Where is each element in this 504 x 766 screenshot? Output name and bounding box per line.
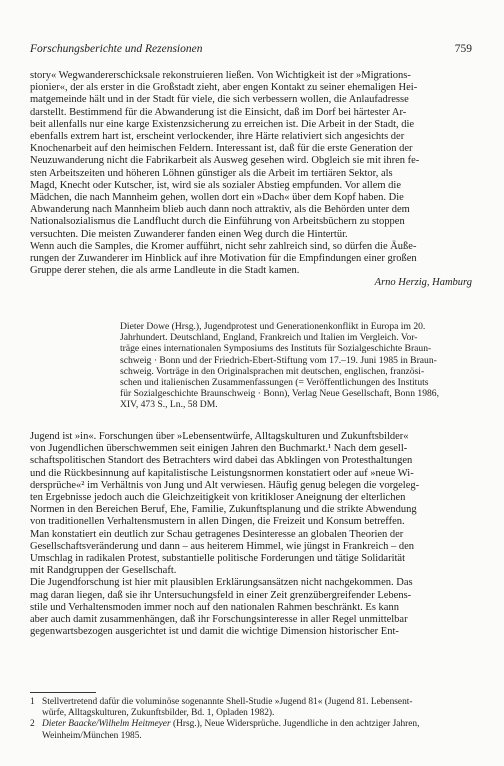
text-line: gegenwartsbezogen ausgerichtet ist und damit die wichtige Dimension historischer Ent-: [30, 626, 399, 638]
footnote-text: [42, 697, 413, 719]
text-line: Jugend ist »in«. Forschungen über »Lebensentwürfe, Alltagskulturen und Zukunftsbilder«: [30, 431, 409, 442]
footnote-2: [30, 719, 472, 741]
text-line: von Jugendlichen überschwemmen seit einigen Jahren den Buchmarkt.¹ Nach dem gesell-: [30, 443, 408, 455]
biblio-line: Dieter Dowe (Hrsg.), Jugendprotest und Generationenkonflikt in Europa im 20.: [120, 321, 426, 332]
text-line: pionier«, der als erster in die Großstadt zieht, aber engen Kontakt zu seiner ehemaligen Hei-: [30, 82, 418, 94]
text-line: aber auch damit zusammenhängen, daß ihr Forschungsinteresse in aller Regel unmittelbar: [30, 614, 408, 626]
footnote-number: 2: [30, 719, 35, 730]
footnote-authors: Dieter Baacke/Wilhelm Heitmeyer: [42, 719, 171, 730]
running-head: [30, 42, 472, 56]
text-line: mit Randgruppen der Gesellschaft.: [30, 565, 177, 577]
biblio-line: Jahrhundert. Deutschland, England, Frankreich und Italien im Vergleich. Vor-: [120, 332, 418, 344]
text-line: Magd, Knecht oder Kutscher, ist, wird sie als sozialer Abstieg empfunden. Vor allem die: [30, 179, 401, 191]
text-line: Abwanderung nach Mannheim blieb auch dann noch attraktiv, als die Behörden unter dem: [30, 204, 410, 216]
text-line: Nationalsozialismus die Landflucht durch die Einführung von Arbeitsbüchern zu stoppen: [30, 216, 405, 228]
text-line: Umschlag in radikalen Protest, substantielle politische Forderungen und tätige Solidarität: [30, 553, 406, 565]
text-line: Wenn auch die Samples, die Kromer aufführt, nicht sehr zahlreich sind, so dürfen die Äuße-: [30, 240, 417, 252]
biblio-line: schen und italienischen Zusammenfassungen (= Veröffentlichungen des Instituts: [120, 377, 429, 389]
text-line: von traditionellen Verhaltensmustern in allen Dingen, die Freizeit und Konsum betreffen.: [30, 516, 405, 528]
footnote-line: Weinheim/München 1985.: [42, 730, 142, 741]
footnotes: [30, 697, 472, 742]
text-line: Gruppe derer stehen, die als arme Landleute in die Stadt kamen.: [30, 265, 300, 277]
page-number: 759: [454, 43, 472, 55]
text-line: mag daran liegen, daß sie ihr Untersuchungsfeld in einer Zeit grenzübergreifender Lebens-: [30, 589, 412, 601]
text-line: schaftspolitischen Standort des Betrachters wird dabei das Abklingen von Protesthaltungen: [30, 455, 413, 467]
text-line: sten Arbeitszeiten und höheren Löhnen günstiger als die Arbeit im tertiären Sektor, als: [30, 167, 393, 179]
bibliographic-entry: [120, 321, 472, 411]
text-line: Mädchen, die nach Mannheim gehen, wollen dort ein »Dach« über dem Kopf haben. Die: [30, 192, 404, 204]
footnote-divider: [30, 692, 96, 693]
text-line: dersprüche«² im Verhältnis von Jung und Alt verwiesen. Häufig genug belegen die vorgeleg-: [30, 479, 420, 491]
text-line: ebenfalls extrem hart ist, erscheint verlockender, ihre Härte relativiert sich angesichts der: [30, 131, 405, 143]
text-line: rungen der Zuwanderer im Hinblick auf ihre Motivation für die Empfindungen einer großen: [30, 253, 417, 265]
text-line: story« Wegwandererschicksale rekonstruieren ließen. Von Wichtigkeit ist der »Migrations-: [30, 70, 411, 81]
reviewer-signature: Arno Herzig, Hamburg: [374, 277, 472, 289]
text-line: Die Jugendforschung ist hier mit plausiblen Erklärungsansätzen nicht nachgekommen. Das: [30, 577, 413, 589]
biblio-line: XIV, 473 S., Ln., 58 DM.: [120, 399, 218, 411]
footnote-line: [42, 719, 419, 730]
text-line: darstellt. Bestimmend für die Abwanderung ist die Einsicht, daß im Dorf bei härtester Ar-: [30, 106, 407, 118]
text-line: Neuzuwanderung nicht die Fabrikarbeit als Ausweg gesehen wird. Obgleich sie mit ihren fe-: [30, 155, 420, 167]
footnote-1: [30, 697, 472, 719]
text-line: beit allenfalls nur eine karge Existenzsicherung zu erreichen ist. Die Arbeit in der Stadt, die: [30, 118, 415, 130]
text-line: Gesellschaftsveränderung und dann – aus heiterem Himmel, wie jüngst in Frankreich – den: [30, 540, 415, 552]
biblio-line: schweig. Vorträge in den Originalsprachen mit deutschen, englischen, französi-: [120, 365, 425, 377]
text-line: Man konstatiert ein deutlich zur Schau getragenes Desinteresse an globalen Theorien der: [30, 528, 404, 540]
review-herzig-text: [30, 70, 472, 290]
text-line: stile und Verhaltensmoden immer noch auf den nationalen Rahmen beschränkt. Es kann: [30, 601, 399, 613]
biblio-line: träge eines internationalen Symposiums des Instituts für Sozialgeschichte Braun-: [120, 343, 432, 355]
text-line: Normen in den Bereichen Beruf, Ehe, Familie, Zukunftsplanung und die strikte Abwendung: [30, 504, 417, 516]
footnote-line-rest: (Hrsg.), Neue Widersprüche. Jugendliche in den achtziger Jahren,: [170, 719, 420, 730]
review-jugend-text: [30, 431, 472, 638]
text-line: ten Ergebnisse jedoch auch die Gleichzeitigkeit von kritikloser Aneignung der elterlichen: [30, 492, 406, 504]
footnote-line: Stellvertretend dafür die voluminöse sogenannte Shell-Studie »Jugend 81« (Jugend 81. Lebensent-: [42, 697, 413, 707]
footnote-text: [42, 719, 419, 741]
biblio-line: für Sozialgeschichte Braunschweig · Bonn), Verlag Neue Gesellschaft, Bonn 1986,: [120, 388, 439, 400]
biblio-line: schweig · Bonn und der Friedrich-Ebert-Stiftung vom 17.–19. Juni 1985 in Braun-: [120, 354, 437, 366]
text-line: und die Rückbesinnung auf kapitalistische Leistungsnormen konstatiert oder auf »neue Wi-: [30, 467, 414, 479]
footnote-number: 1: [30, 697, 35, 707]
text-line: versuchten. Die meisten Zuwanderer fanden einen Weg durch die Hintertür.: [30, 228, 348, 240]
footnote-line: würfe, Alltagskulturen, Zukunftsbilder, Bd. 1, Opladen 1982).: [42, 708, 275, 719]
section-title: Forschungsberichte und Rezensionen: [30, 43, 203, 55]
text-line: matgemeinde hält und in der Stadt für viele, die sich verbessern wollen, die Anlaufadresse: [30, 94, 409, 106]
text-line: Knochenarbeit auf den heimischen Feldern. Interessant ist, daß für die erste Generation der: [30, 143, 413, 155]
